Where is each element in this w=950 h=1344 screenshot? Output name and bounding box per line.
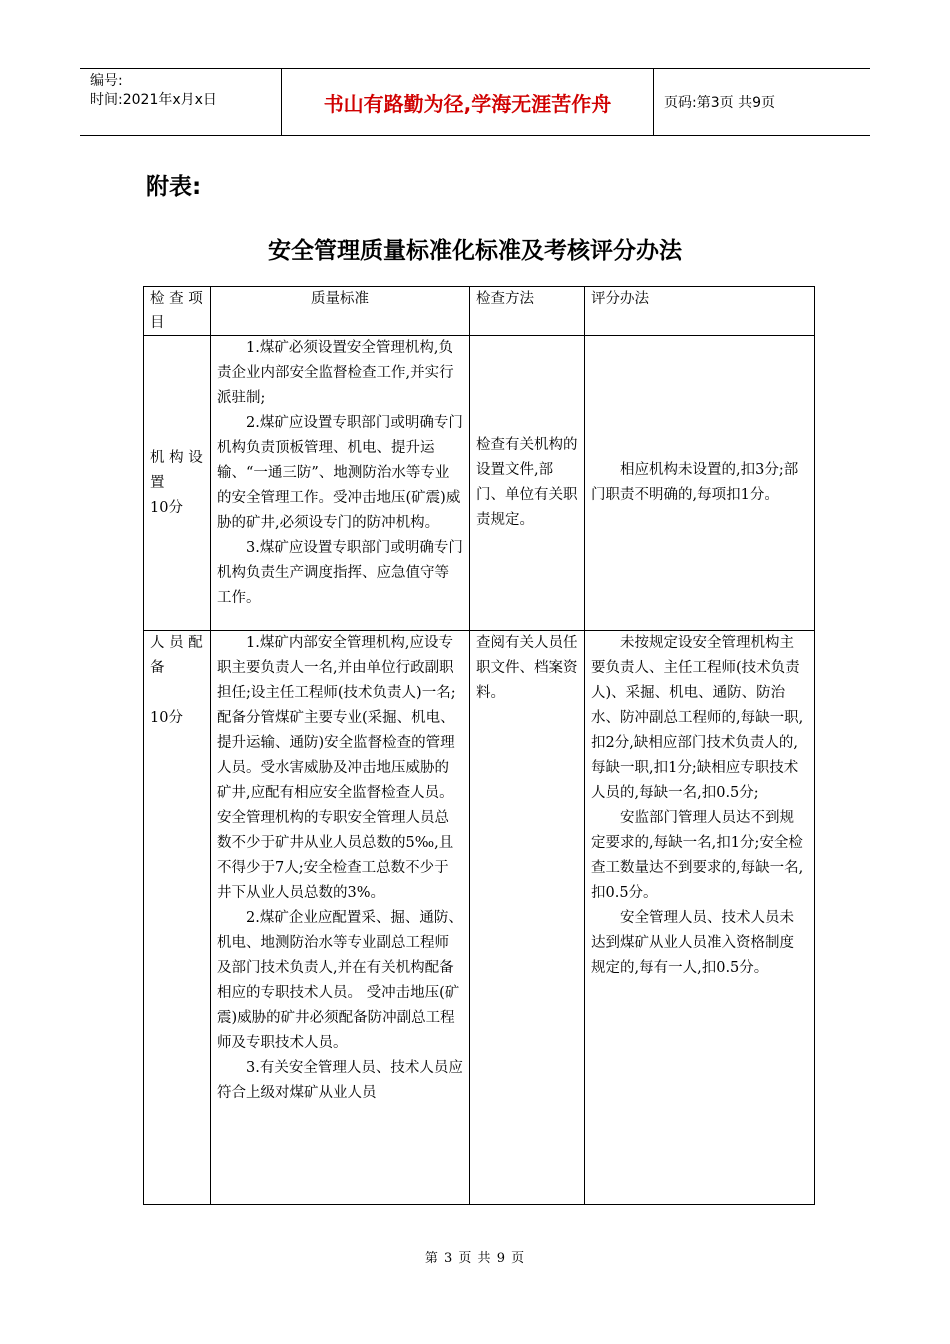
item-name: 机 构 设 置 [150,449,203,491]
item-points: 10分 [150,710,183,726]
table-row [144,631,815,1205]
standard-cell [211,631,470,1205]
method-text: 查阅有关人员任职文件、档案资料。 [476,635,578,701]
header-scoring: 评分办法 [585,287,815,336]
method-cell [470,631,585,1205]
document-time-label: 时间:2021年x月x日 [90,92,217,108]
appendix-label: 附表: [146,174,202,200]
header-meta [80,69,282,135]
assessment-table [143,286,815,1205]
page-footer: 第 3 页 共 9 页 [424,1251,526,1266]
table-header-row [144,287,815,336]
standard-paragraph: 1.煤矿必须设置安全管理机构,负责企业内部安全监督检查工作,并实行派驻制; [217,340,454,406]
item-cell [144,336,211,631]
scoring-paragraph: 安监部门管理人员达不到规定要求的,每缺一名,扣1分;安全检查工数量达不到要求的,每缺一名,扣0.5分。 [591,810,804,901]
scoring-paragraph: 安全管理人员、技术人员未达到煤矿从业人员准入资格制度规定的,每有一人,扣0.5分。 [591,910,794,976]
document-number-label: 编号: [90,73,123,89]
scoring-cell [585,631,815,1205]
standard-paragraph: 3.有关安全管理人员、技术人员应符合上级对煤矿从业人员 [217,1060,463,1101]
method-text: 检查有关机构的设置文件,部门、单位有关职责规定。 [476,437,578,528]
header-standard: 质量标准 [211,287,470,336]
scoring-paragraph: 未按规定设安全管理机构主要负责人、主任工程师(技术负责人)、采掘、机电、通防、防治水、防冲副总工程师的,每缺一职,扣2分,缺相应部门技术负责人的,每缺一职,扣1分;缺相应专职技术人员的,每缺一名,扣0.5分; [591,635,804,801]
standard-paragraph: 2.煤矿企业应配置采、掘、通防、机电、地测防治水等专业副总工程师及部门技术负责人,并在有关机构配备相应的专职技术人员。 受冲击地压(矿震)威胁的矿井必须配备防冲副总工程师及专职技术人员。 [217,910,463,1051]
header-page-info: 页码:第3页 共9页 [664,95,775,111]
scoring-cell [585,336,815,631]
method-cell [470,336,585,631]
header-item: 检 查 项 目 [144,287,211,336]
scoring-paragraph: 相应机构未设置的,扣3分;部门职责不明确的,每项扣1分。 [591,462,799,503]
standard-paragraph: 1.煤矿内部安全管理机构,应设专职主要负责人一名,并由单位行政副职担任;设主任工程师(技术负责人)一名;配备分管煤矿主要专业(采掘、机电、提升运输、通防)安全监督检查的管理人员。受水害威胁及冲击地压威胁的矿井,应配有相应安全监督检查人员。安全管理机构的专职安全管理人员总数不少于矿井从业人员总数的5‰,且不得少于7人;安全检查工总数不少于井下从业人员总数的3%。 [217,635,456,901]
standard-paragraph: 3.煤矿应设置专职部门或明确专门机构负责生产调度指挥、应急值守等工作。 [217,540,463,606]
document-title: 安全管理质量标准化标准及考核评分办法 [268,238,682,264]
item-name: 人 员 配 备 [150,635,203,676]
item-points: 10分 [150,499,183,516]
header-motto: 书山有路勤为径,学海无涯苦作舟 [282,69,654,135]
item-cell [144,631,211,1205]
standard-paragraph: 2.煤矿应设置专职部门或明确专门机构负责顶板管理、机电、提升运输、“一通三防”、地测防治水等专业的安全管理工作。受冲击地压(矿震)威胁的矿井,必须设专门的防冲机构。 [217,415,463,531]
page-header [80,68,870,136]
standard-cell [211,336,470,631]
header-method: 检查方法 [470,287,585,336]
table-row [144,336,815,631]
